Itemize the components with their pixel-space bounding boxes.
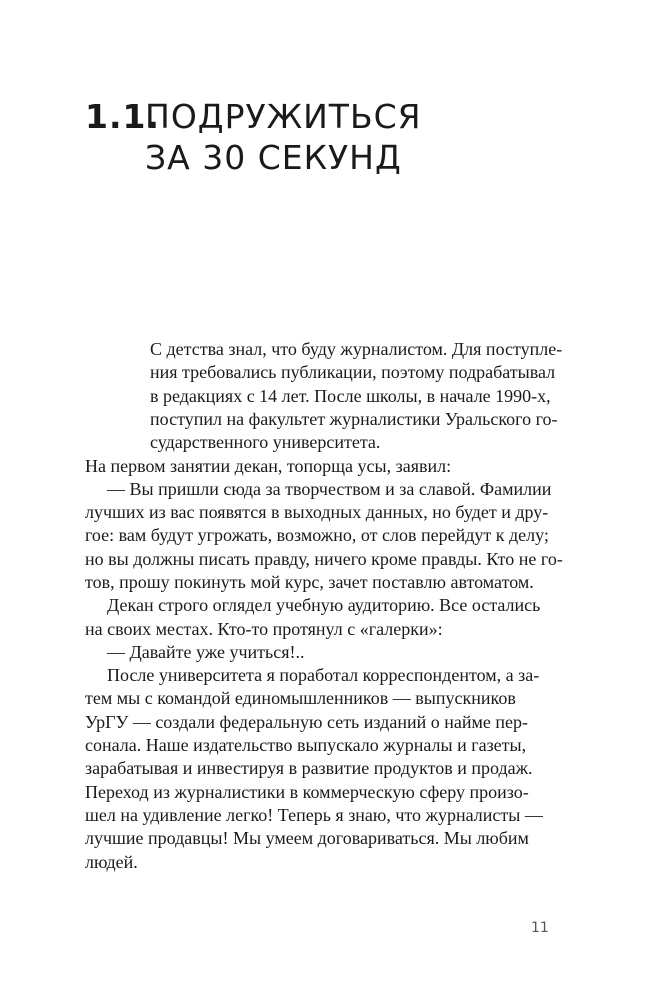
body-line: зарабатывая и инвестируя в развитие продуктов и продаж. <box>85 758 533 779</box>
body-line: Переход из журналистики в коммерческую сферу произо- <box>85 781 529 802</box>
page-number: 11 <box>531 920 549 936</box>
epigraph-line: С детства знал, что буду журналистом. Для поступле- <box>150 339 563 359</box>
body-line: людей. <box>85 851 138 872</box>
body-text <box>85 455 563 874</box>
body-line: — Давайте уже учиться!.. <box>107 641 305 662</box>
body-line: На первом занятии декан, топорща усы, заявил: <box>85 455 452 476</box>
epigraph <box>85 338 563 454</box>
epigraph-line: в редакциях с 14 лет. После школы, в начале 1990-х, <box>150 385 551 406</box>
chapter-title-line-1: ПОДРУЖИТЬСЯ <box>145 97 422 136</box>
body-line: сонала. Наше издательство выпускало журналы и газеты, <box>85 735 527 756</box>
body-line: шел на удивление легко! Теперь я знаю, что журналисты — <box>85 804 543 825</box>
chapter-title-line-2: ЗА 30 СЕКУНД <box>145 138 402 177</box>
chapter-number: 1.1. <box>85 97 160 136</box>
chapter-heading <box>85 96 422 178</box>
epigraph-line: ния требовались публикации, поэтому подрабатывал <box>150 362 556 383</box>
body-line: — Вы пришли сюда за творчеством и за славой. Фамилии <box>107 478 552 499</box>
body-line: тем мы с командой единомышленников — выпускников <box>85 688 516 709</box>
epigraph-line: сударственного университета. <box>150 432 381 453</box>
body-line: Декан строго оглядел учебную аудиторию. Все остались <box>107 595 541 616</box>
body-line: лучшие продавцы! Мы умеем договариваться. Мы любим <box>85 828 529 849</box>
epigraph-line: поступил на факультет журналистики Уральского го- <box>150 408 558 429</box>
body-line: После университета я поработал корреспондентом, а за- <box>107 665 540 686</box>
body-line: гое: вам будут угрожать, возможно, от слов перейдут к делу; <box>85 525 549 546</box>
body-line: на своих местах. Кто-то протянул с «галерки»: <box>85 618 443 639</box>
body-line: УрГУ — создали федеральную сеть изданий о найме пер- <box>85 711 528 732</box>
body-line: тов, прошу покинуть мой курс, зачет поставлю автоматом. <box>85 571 534 592</box>
body-line: лучших из вас появятся в выходных данных, но будет и дру- <box>85 502 549 523</box>
body-line: но вы должны писать правду, ничего кроме правды. Кто не го- <box>85 548 563 569</box>
